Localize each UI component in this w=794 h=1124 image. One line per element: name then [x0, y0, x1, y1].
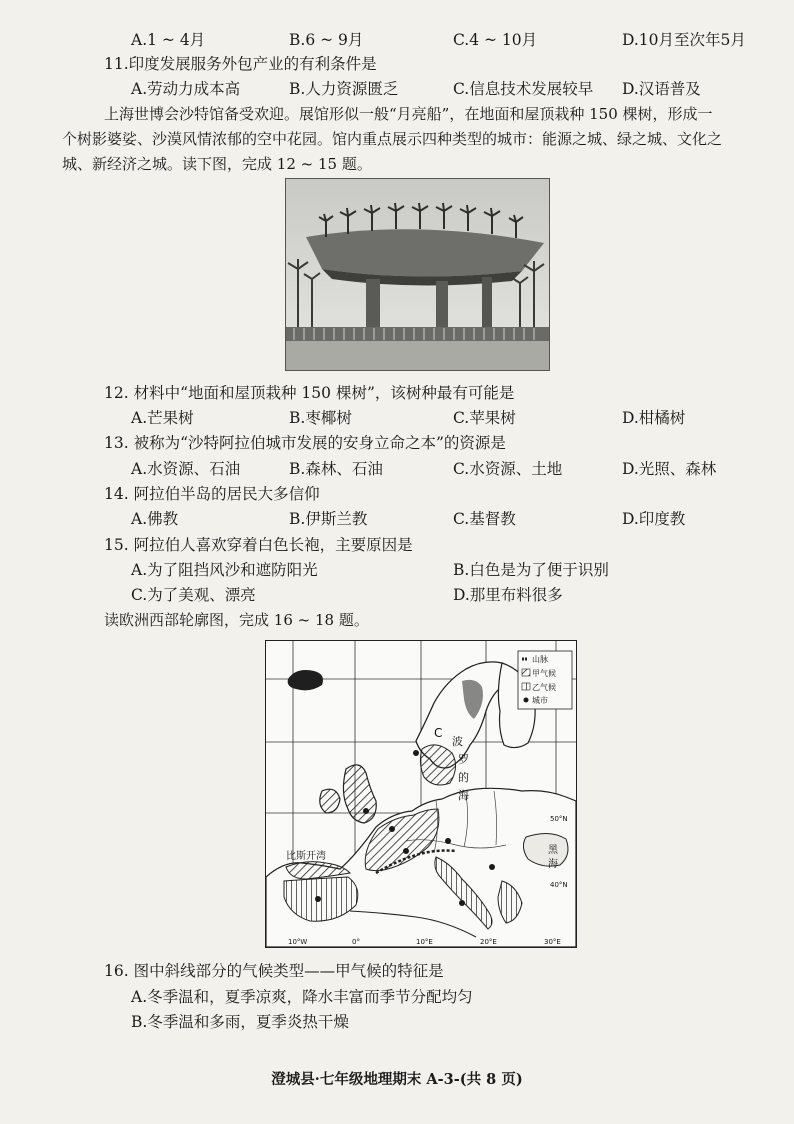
- q13-option-a: A.水资源、石油: [131, 460, 241, 478]
- q15-option-c: C.为了美观、漂亮: [131, 586, 256, 604]
- q13-option-c: C.水资源、土地: [453, 460, 563, 478]
- q10-option-b: B.6 ~ 9月: [289, 31, 364, 49]
- baltic-char-3: 的: [458, 771, 469, 784]
- q15-stem: 15. 阿拉伯人喜欢穿着白色长袍，主要原因是: [104, 536, 413, 554]
- q15-option-b: B.白色是为了便于识别: [453, 561, 609, 579]
- passage-1-line-3: 城、新经济之城。读下图，完成 12 ~ 15 题。: [62, 155, 372, 173]
- legend-climate-b-label: 乙气候: [532, 683, 556, 692]
- lat-50-label: 50°N: [550, 815, 568, 823]
- q10-option-a: A.1 ~ 4月: [131, 31, 206, 49]
- q15-option-d: D.那里布料很多: [453, 586, 563, 604]
- q10-option-d: D.10月至次年5月: [622, 31, 746, 49]
- q12-option-d: D.柑橘树: [622, 409, 686, 427]
- legend-city-label: 城市: [532, 696, 548, 705]
- q12-stem: 12. 材料中“地面和屋顶栽种 150 棵树”，该树种最有可能是: [104, 384, 515, 402]
- q14-option-d: D.印度教: [622, 510, 686, 528]
- lon-tick-20e: 20°E: [480, 938, 497, 946]
- q11-option-a: A.劳动力成本高: [131, 80, 241, 98]
- baltic-char-2: 罗: [458, 753, 469, 766]
- saudi-pavilion-photo: [285, 178, 550, 371]
- lat-40-label: 40°N: [550, 881, 568, 889]
- passage-1-line-1: 上海世博会沙特馆备受欢迎。展馆形似一般“月亮船”，在地面和屋顶栽种 150 棵树，形成一: [104, 105, 713, 123]
- passage-2: 读欧洲西部轮廓图，完成 16 ~ 18 题。: [104, 611, 369, 629]
- q16-option-b: B.冬季温和多雨，夏季炎热干燥: [131, 1013, 349, 1031]
- q16-stem: 16. 图中斜线部分的气候类型——甲气候的特征是: [104, 962, 444, 980]
- q14-stem: 14. 阿拉伯半岛的居民大多信仰: [104, 485, 320, 503]
- lon-tick-10w: 10°W: [288, 938, 308, 946]
- baltic-char-1: 波: [452, 735, 463, 748]
- lon-tick-10e: 10°E: [416, 938, 433, 946]
- q11-stem: 11.印度发展服务外包产业的有利条件是: [104, 55, 377, 73]
- page-footer: 澄城县·七年级地理期末 A-3-(共 8 页): [271, 1071, 523, 1088]
- q16-option-a: A.冬季温和，夏季凉爽，降水丰富而季节分配均匀: [131, 988, 473, 1006]
- legend-climate-a-label: 甲气候: [532, 669, 556, 678]
- q14-option-c: C.基督教: [453, 510, 516, 528]
- passage-1-line-2: 个树影婆娑、沙漠风情浓郁的空中花园。馆内重点展示四种类型的城市：能源之城、绿之城、文化之: [62, 130, 723, 148]
- q14-option-a: A.佛教: [131, 510, 179, 528]
- q10-option-c: C.4 ~ 10月: [453, 31, 538, 49]
- q11-option-b: B.人力资源匮乏: [289, 80, 399, 98]
- q13-stem: 13. 被称为“沙特阿拉伯城市发展的安身立命之本”的资源是: [104, 434, 506, 452]
- q12-option-b: B.枣椰树: [289, 409, 352, 427]
- biscay-label: 比斯开湾: [286, 851, 326, 862]
- q13-option-b: B.森林、石油: [289, 460, 383, 478]
- lon-tick-0: 0°: [352, 938, 360, 946]
- black-sea-char-2: 海: [548, 859, 558, 870]
- q13-option-d: D.光照、森林: [622, 460, 717, 478]
- legend-mountain-label: 山脉: [532, 655, 548, 664]
- lon-tick-30e: 30°E: [544, 938, 561, 946]
- q11-option-d: D.汉语普及: [622, 80, 701, 98]
- q11-option-c: C.信息技术发展较早: [453, 80, 594, 98]
- q12-option-a: A.芒果树: [131, 409, 194, 427]
- q15-option-a: A.为了阻挡风沙和遮防阳光: [131, 561, 318, 579]
- black-sea-char-1: 黑: [548, 845, 558, 856]
- map-label-c: C: [434, 726, 443, 740]
- baltic-char-4: 海: [458, 789, 469, 802]
- q14-option-b: B.伊斯兰教: [289, 510, 368, 528]
- western-europe-map: [265, 640, 577, 948]
- q12-option-c: C.苹果树: [453, 409, 516, 427]
